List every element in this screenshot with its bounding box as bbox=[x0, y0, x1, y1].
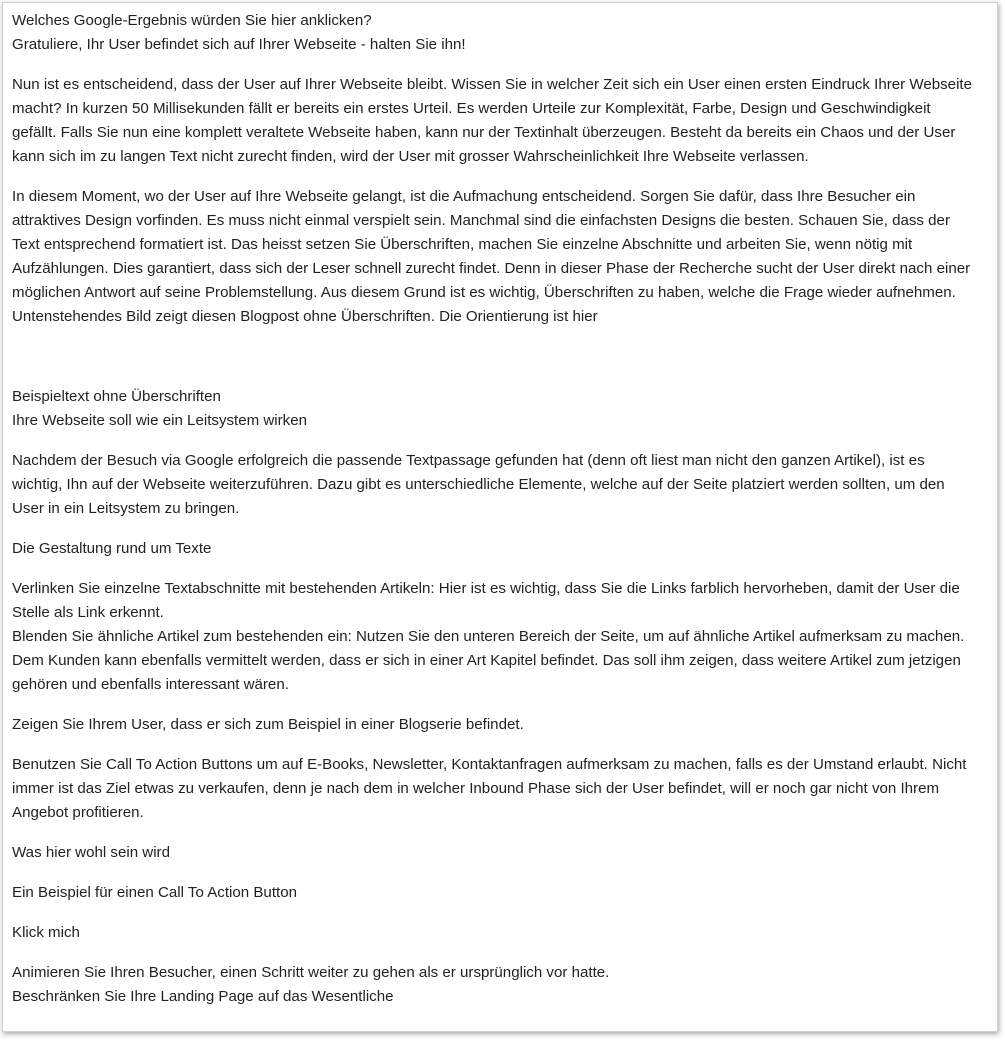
list-item-related-articles: Blenden Sie ähnliche Artikel zum bestehenden ein: Nutzen Sie den unteren Bereich der Seite, um auf ähnliche Artikel aufmerksam zu machen. Dem Kunden kann ebenfalls vermittelt werden, dass er sich in einer Art Kapitel befindet. Das soll ihm zeigen, dass weitere Artikel zum jetzigen gehören und ebenfalls interessant wären. bbox=[12, 628, 965, 693]
list-item-links: Verlinken Sie einzelne Textabschnitte mit bestehenden Artikeln: Hier ist es wichtig, dass Sie die Links farblich hervorheben, damit der User die Stelle als Link erkennt. bbox=[12, 580, 960, 621]
list-item-blog-series: Zeigen Sie Ihrem User, dass er sich zum Beispiel in einer Blogserie befindet. bbox=[12, 716, 524, 733]
paragraph-design: In diesem Moment, wo der User auf Ihre Webseite gelangt, ist die Aufmachung entscheidend. Sorgen Sie dafür, dass Ihre Besucher ein attraktives Design vorfinden. Es muss nicht einmal verspielt sein. Manchmal sind die einfachsten Designs die besten. Schauen Sie, dass der Text entsprechend formatiert ist. Das heisst setzen Sie Überschriften, machen Sie einzelne Abschnitte und arbeiten Sie, wenn nötig mit Aufzählungen. Dies garantiert, dass sich der Leser schnell zurecht findet. Denn in dieser Phase der Recherche sucht der User direkt nach einer möglichen Antwort auf seine Problemstellung. Aus diesem Grund ist es wichtig, Überschriften zu haben, welche die Frage wieder aufnehmen. Untenstehendes Bild zeigt diesen Blogpost ohne Überschriften. Die Orientierung ist hier bbox=[12, 188, 971, 325]
article-body bbox=[12, 9, 977, 1025]
screenshot-frame bbox=[2, 2, 998, 1032]
list-link-related bbox=[12, 577, 977, 697]
text-what-here: Was hier wohl sein wird bbox=[12, 844, 170, 861]
closing-block bbox=[12, 961, 977, 1009]
caption-example-text: Beispieltext ohne Überschriften bbox=[12, 388, 221, 405]
heading-landing-page: Beschränken Sie Ihre Landing Page auf das Wesentliche bbox=[12, 988, 394, 1005]
paragraph-guidance: Nachdem der Besuch via Google erfolgreich die passende Textpassage gefunden hat (denn oft liest man nicht den ganzen Artikel), ist es wichtig, Ihn auf der Webseite weiterzuführen. Dazu gibt es unterschiedliche Elemente, welche auf der Seite platziert werden sollten, um den User in ein Leitsystem zu bringen. bbox=[12, 452, 945, 517]
heading-google-result: Welches Google-Ergebnis würden Sie hier anklicken? bbox=[12, 12, 372, 29]
text-animate-visitor: Animieren Sie Ihren Besucher, einen Schritt weiter zu gehen als er ursprünglich vor hatte. bbox=[12, 964, 610, 981]
list-item-call-to-action: Benutzen Sie Call To Action Buttons um auf E-Books, Newsletter, Kontaktanfragen aufmerksam zu machen, falls es der Umstand erlaubt. Nicht immer ist das Ziel etwas zu verkaufen, denn je nach dem in welcher Inbound Phase sich der User befindet, will er noch gar nicht von Ihrem Angebot profitieren. bbox=[12, 756, 967, 821]
click-me-text: Klick mich bbox=[12, 924, 80, 941]
heading-text-design: Die Gestaltung rund um Texte bbox=[12, 540, 212, 557]
example-block bbox=[12, 385, 977, 433]
text-cta-example: Ein Beispiel für einen Call To Action Button bbox=[12, 884, 297, 901]
heading-guidance-system: Ihre Webseite soll wie ein Leitsystem wirken bbox=[12, 412, 308, 429]
paragraph-first-impression: Nun ist es entscheidend, dass der User auf Ihrer Webseite bleibt. Wissen Sie in welcher Zeit sich ein User einen ersten Eindruck Ihrer Webseite macht? In kurzen 50 Millisekunden fällt er bereits ein erstes Urteil. Es werden Urteile zur Komplexität, Farbe, Design und Geschwindigkeit gefällt. Falls Sie nun eine komplett veraltete Webseite haben, kann nur der Textinhalt überzeugen. Besteht da bereits ein Chaos und der User kann sich im zu langen Text nicht zurecht finden, wird der User mit grosser Wahrscheinlichkeit Ihre Webseite verlassen. bbox=[12, 76, 973, 165]
intro-headings bbox=[12, 9, 977, 57]
heading-congratulations: Gratuliere, Ihr User befindet sich auf Ihrer Webseite - halten Sie ihn! bbox=[12, 36, 466, 53]
